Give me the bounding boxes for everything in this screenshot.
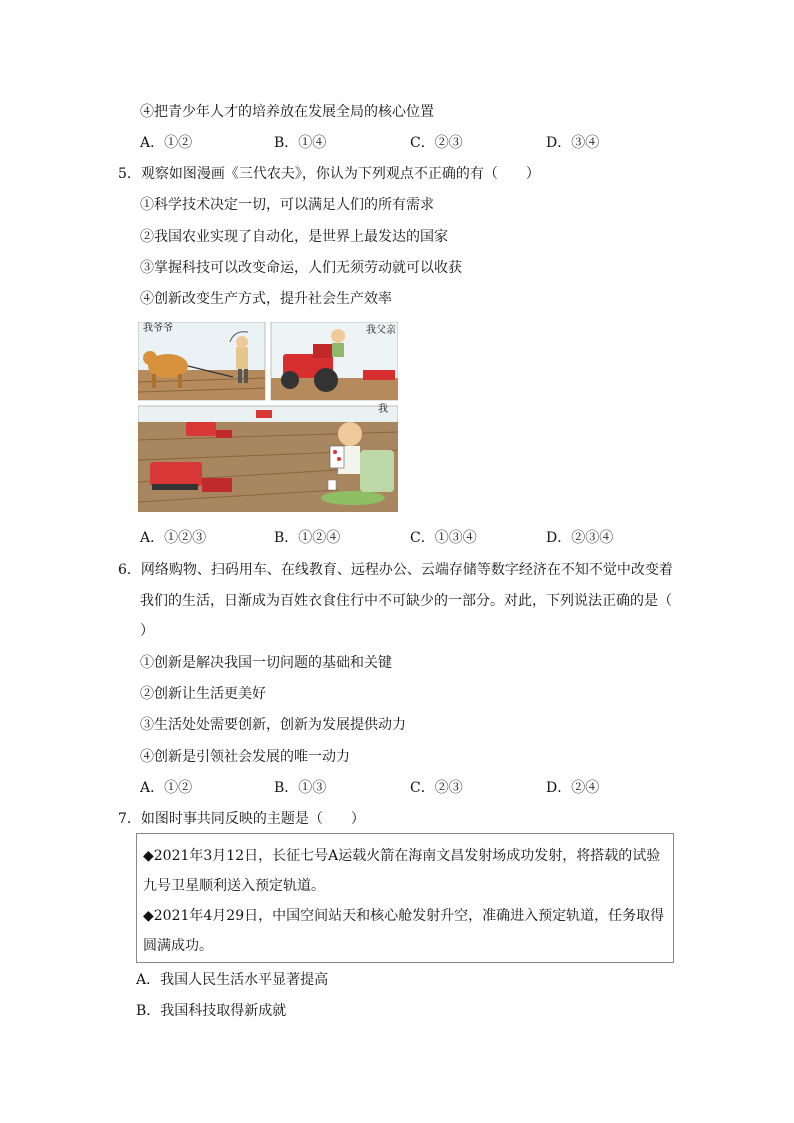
q5-item-1: ①科学技术决定一切，可以满足人们的所有需求 [140,197,434,213]
cartoon-label-father: 我父亲 [366,325,396,336]
q6-option-c[interactable]: C．②③ [410,780,463,796]
cartoon-label-me: 我 [378,404,388,415]
q4-option-b[interactable]: B．①④ [274,135,327,151]
q4-option-a[interactable]: A．①② [140,135,193,151]
q5-item-3: ③掌握科技可以改变命运，人们无须劳动就可以收获 [140,260,462,276]
q5-stem: 5．观察如图漫画《三代农夫》，你认为下列观点不正确的有（ ） [118,166,540,182]
q6-stem-line1: 6．网络购物、扫码用车、在线教育、远程办公、云端存储等数字经济在不知不觉中改变着 [118,562,673,578]
q4-item-4: ④把青少年人才的培养放在发展全局的核心位置 [140,104,434,120]
q6-item-4: ④创新是引领社会发展的唯一动力 [140,749,350,765]
q6-option-a[interactable]: A．①② [140,780,193,796]
q6-item-1: ①创新是解决我国一切问题的基础和关键 [140,655,392,671]
q7-news-box [136,833,674,963]
q6-option-b[interactable]: B．①③ [274,780,327,796]
q7-stem: 7．如图时事共同反映的主题是（ ） [118,811,365,827]
q6-item-2: ②创新让生活更美好 [140,686,266,702]
q4-option-c[interactable]: C．②③ [410,135,463,151]
q7-news-2-line2: 圆满成功。 [143,938,213,954]
q7-option-a[interactable]: A．我国人民生活水平显著提高 [136,972,329,988]
q4-option-d[interactable]: D．③④ [546,135,600,151]
q7-news-1-line2: 九号卫星顺利送入预定轨道。 [143,878,325,894]
q7-news-1-line1: ◆2021年3月12日，长征七号A运载火箭在海南文昌发射场成功发射，将搭载的试验 [143,848,661,864]
q5-option-d[interactable]: D．②③④ [546,530,614,546]
q7-option-b[interactable]: B．我国科技取得新成就 [136,1003,287,1019]
q5-item-2: ②我国农业实现了自动化，是世界上最发达的国家 [140,229,448,245]
cartoon-label-grandpa: 我爷爷 [143,323,173,334]
q7-news-2-line1: ◆2021年4月29日，中国空间站天和核心舱发射升空，准确进入预定轨道，任务取得 [143,908,665,924]
q5-item-4: ④创新改变生产方式，提升社会生产效率 [140,291,392,307]
q5-option-c[interactable]: C．①③④ [410,530,477,546]
q6-item-3: ③生活处处需要创新，创新为发展提供动力 [140,717,406,733]
q6-stem-line2: 我们的生活，日渐成为百姓衣食住行中不可缺少的一部分。对此，下列说法正确的是（ [140,593,672,609]
q5-option-a[interactable]: A．①②③ [140,530,207,546]
q6-option-d[interactable]: D．②④ [546,780,600,796]
q5-option-b[interactable]: B．①②④ [274,530,341,546]
three-generations-farmer-cartoon [138,322,398,512]
q6-stem-line3: ） [140,623,154,639]
